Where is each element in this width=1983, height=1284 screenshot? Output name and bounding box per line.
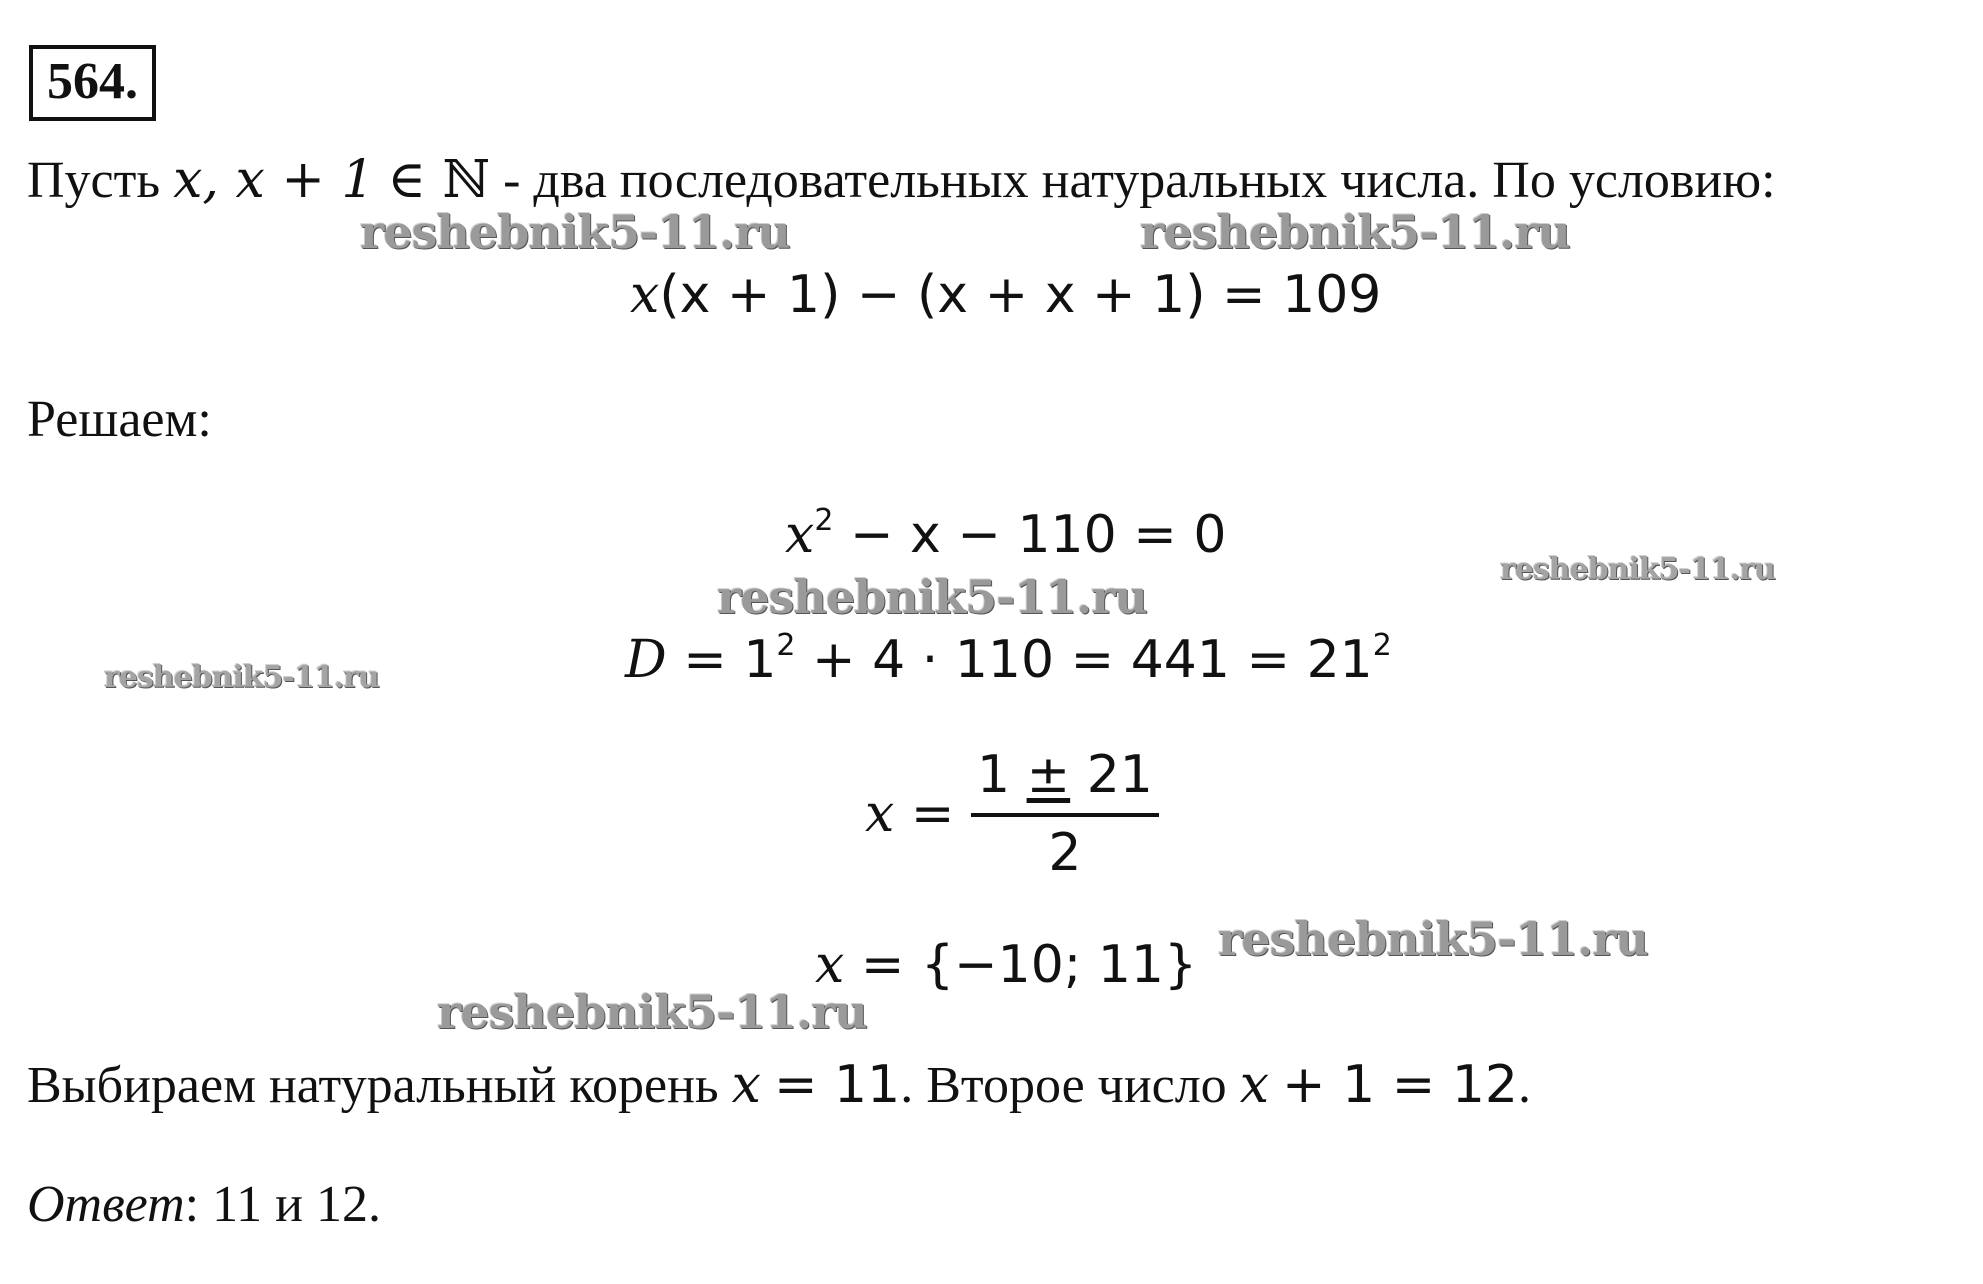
fraction-denominator: 2: [1048, 823, 1082, 883]
conclusion-eq1-var: x: [731, 1055, 761, 1115]
intro-prefix: Пусть: [27, 152, 161, 209]
roots-formula-equals: =: [910, 784, 955, 844]
solve-label: Решаем:: [27, 391, 212, 448]
conclusion-eq2-var: x: [1239, 1055, 1270, 1115]
roots-formula: [865, 745, 1159, 883]
discriminant-var: D: [625, 630, 667, 690]
conclusion-text2: . Второе число: [900, 1057, 1227, 1114]
intro-line: [27, 150, 1776, 211]
watermark: reshebnik5-11.ru: [360, 205, 790, 259]
discriminant-exp2: 2: [1372, 628, 1392, 663]
roots-set: [815, 935, 1197, 995]
roots-set-var: x: [815, 935, 845, 995]
intro-element-of: ∈ ℕ: [387, 150, 491, 210]
intro-vars: x, x + 1: [173, 150, 375, 210]
roots-formula-var: x: [865, 784, 895, 844]
problem-number: 564.: [29, 45, 156, 121]
eq2-exponent: 2: [814, 503, 834, 538]
eq2-var: x: [785, 505, 815, 565]
discriminant-exp1: 2: [776, 628, 796, 663]
watermark: reshebnik5-11.ru: [1500, 552, 1775, 587]
roots-fraction: [971, 745, 1159, 883]
watermark: reshebnik5-11.ru: [717, 570, 1147, 624]
answer-line: [27, 1175, 381, 1235]
conclusion-eq1-rest: = 11: [773, 1055, 901, 1115]
watermark: reshebnik5-11.ru: [1140, 205, 1570, 259]
answer-value: : 11 и 12.: [184, 1176, 381, 1233]
eq1-rest: (x + 1) − (x + x + 1) = 109: [659, 265, 1382, 325]
discriminant-part1: = 1: [683, 630, 777, 690]
eq2-rest: − x − 110 = 0: [849, 505, 1227, 565]
numerator-a: 1: [976, 745, 1011, 805]
conclusion-eq2-rest: + 1 = 12: [1282, 1055, 1518, 1115]
watermark: reshebnik5-11.ru: [104, 660, 379, 695]
equation-quadratic: [785, 505, 1226, 565]
plus-minus-sign: ±: [1026, 745, 1071, 805]
conclusion-text1: Выбираем натуральный корень: [27, 1057, 719, 1114]
eq1-var: x: [630, 265, 660, 325]
watermark: reshebnik5-11.ru: [437, 985, 867, 1039]
watermark: reshebnik5-11.ru: [1218, 912, 1648, 966]
conclusion-line: [27, 1055, 1531, 1116]
discriminant: [625, 630, 1392, 690]
fraction-numerator: [971, 745, 1159, 817]
discriminant-part2: + 4 · 110 = 441 = 21: [812, 630, 1373, 690]
numerator-b: 21: [1086, 745, 1153, 805]
intro-text: - два последовательных натуральных числа. По условию:: [503, 152, 1776, 209]
answer-label: Ответ: [27, 1176, 185, 1233]
conclusion-end: .: [1518, 1057, 1531, 1114]
roots-set-rest: = {−10; 11}: [860, 935, 1198, 995]
equation-condition: [630, 265, 1381, 325]
